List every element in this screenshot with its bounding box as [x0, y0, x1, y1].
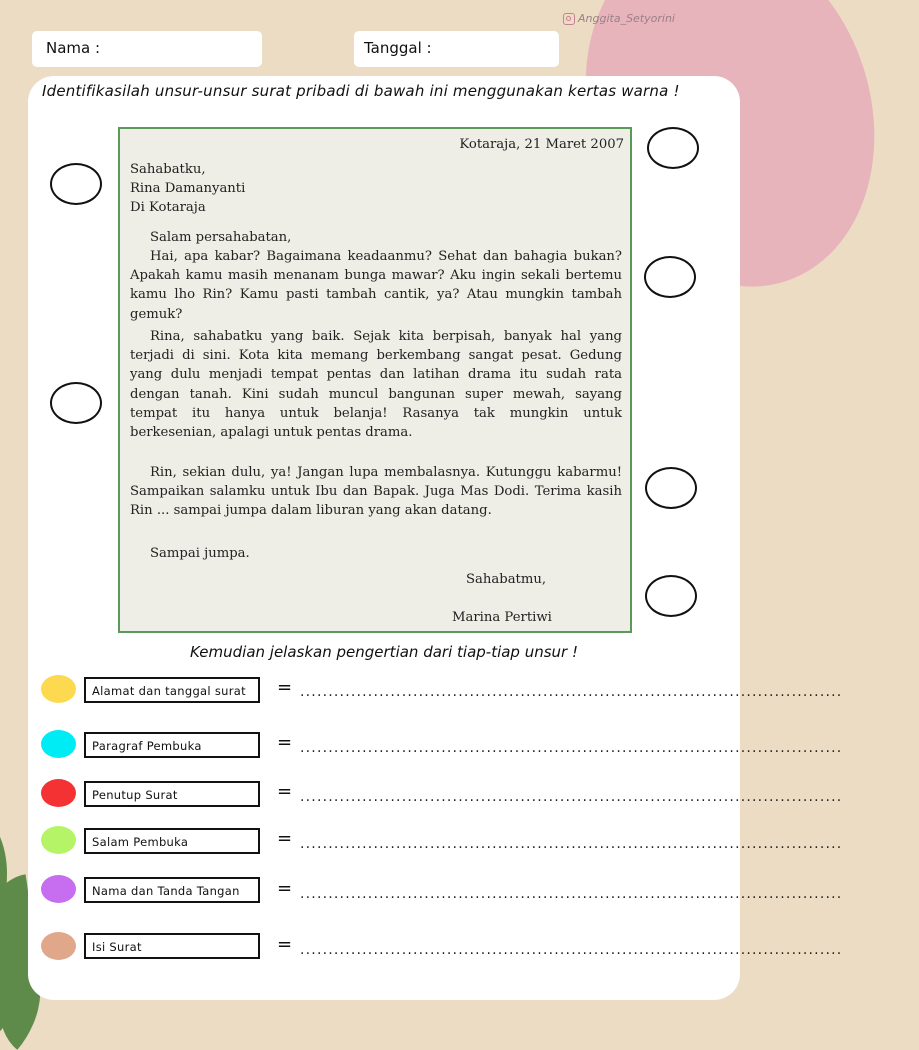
- letter-opening-paragraph: Hai, apa kabar? Bagaimana keadaanmu? Sehat dan bahagia bukan? Apakah kamu masih menanam bunga mawar? Aku ingin sekali bertemu kamu lho Rin? Kamu pasti tambah cantik, ya? Atau mungkin tambah gemuk?: [130, 249, 622, 322]
- color-dot-red: [41, 779, 76, 807]
- letter-greeting: Salam persahabatan,: [150, 230, 292, 245]
- answer-line[interactable]: ................................................................................................: [300, 789, 843, 805]
- legend-label: Salam Pembuka: [84, 828, 260, 854]
- watermark: [563, 12, 675, 25]
- letter-sign-off: Sahabatmu,: [466, 572, 547, 587]
- answer-line[interactable]: ................................................................................................: [300, 942, 843, 958]
- letter-address-line: Sahabatku,: [130, 162, 206, 177]
- instruction-text: Identifikasilah unsur-unsur surat pribadi di bawah ini menggunakan kertas warna !: [42, 82, 680, 100]
- nama-field[interactable]: [32, 31, 262, 67]
- instagram-icon: [563, 13, 575, 25]
- legend-label: Penutup Surat: [84, 781, 260, 807]
- answer-circle-opening[interactable]: [644, 256, 696, 298]
- equals-sign: =: [277, 828, 293, 849]
- legend-label: Alamat dan tanggal surat: [84, 677, 260, 703]
- equals-sign: =: [277, 677, 293, 698]
- color-dot-cyan: [41, 730, 76, 758]
- sub-instruction-text: Kemudian jelaskan pengertian dari tiap-tiap unsur !: [189, 643, 579, 661]
- letter-date: Kotaraja, 21 Maret 2007: [459, 137, 624, 152]
- watermark-text: Anggita_Setyorini: [578, 12, 675, 25]
- answer-circle-date[interactable]: [647, 127, 699, 169]
- letter-farewell: Sampai jumpa.: [150, 546, 250, 561]
- color-dot-yellow: [41, 675, 76, 703]
- answer-circle-address[interactable]: [50, 163, 102, 205]
- color-dot-tan: [41, 932, 76, 960]
- letter-signature: Marina Pertiwi: [452, 610, 552, 625]
- nama-label: Nama :: [46, 39, 101, 57]
- answer-circle-signature[interactable]: [645, 575, 697, 617]
- legend-label: Isi Surat: [84, 933, 260, 959]
- equals-sign: =: [277, 781, 293, 802]
- answer-line[interactable]: ................................................................................................: [300, 886, 843, 902]
- letter-image: [118, 127, 632, 633]
- color-dot-purple: [41, 875, 76, 903]
- letter-closing-paragraph: Rin, sekian dulu, ya! Jangan lupa membalasnya. Kutunggu kabarmu! Sampaikan salamku untuk Ibu dan Bapak. Juga Mas Dodi. Terima kasih Rin ... sampai jumpa dalam liburan yang akan datang.: [130, 465, 622, 519]
- letter-body-paragraph: Rina, sahabatku yang baik. Sejak kita berpisah, banyak hal yang terjadi di sini. Kota kita memang berkembang sangat pesat. Gedung yang dulu menjadi tempat pentas dan latihan drama itu sudah rata dengan tanah. Kini sudah muncul bangunan super mewah, sayang tempat itu hanya untuk belanja! Rasanya tak mungkin untuk berkesenian, apalagi untuk pentas drama.: [130, 329, 622, 441]
- tanggal-field[interactable]: [354, 31, 559, 67]
- letter-address-line: Di Kotaraja: [130, 200, 206, 215]
- legend-label: Nama dan Tanda Tangan: [84, 877, 260, 903]
- answer-circle-body[interactable]: [50, 382, 102, 424]
- color-dot-green: [41, 826, 76, 854]
- equals-sign: =: [277, 878, 293, 899]
- equals-sign: =: [277, 732, 293, 753]
- equals-sign: =: [277, 934, 293, 955]
- answer-circle-closing[interactable]: [645, 467, 697, 509]
- answer-line[interactable]: ................................................................................................: [300, 836, 843, 852]
- answer-line[interactable]: ................................................................................................: [300, 740, 843, 756]
- answer-line[interactable]: ................................................................................................: [300, 684, 843, 700]
- legend-label: Paragraf Pembuka: [84, 732, 260, 758]
- tanggal-label: Tanggal :: [364, 39, 432, 57]
- letter-address-line: Rina Damanyanti: [130, 181, 246, 196]
